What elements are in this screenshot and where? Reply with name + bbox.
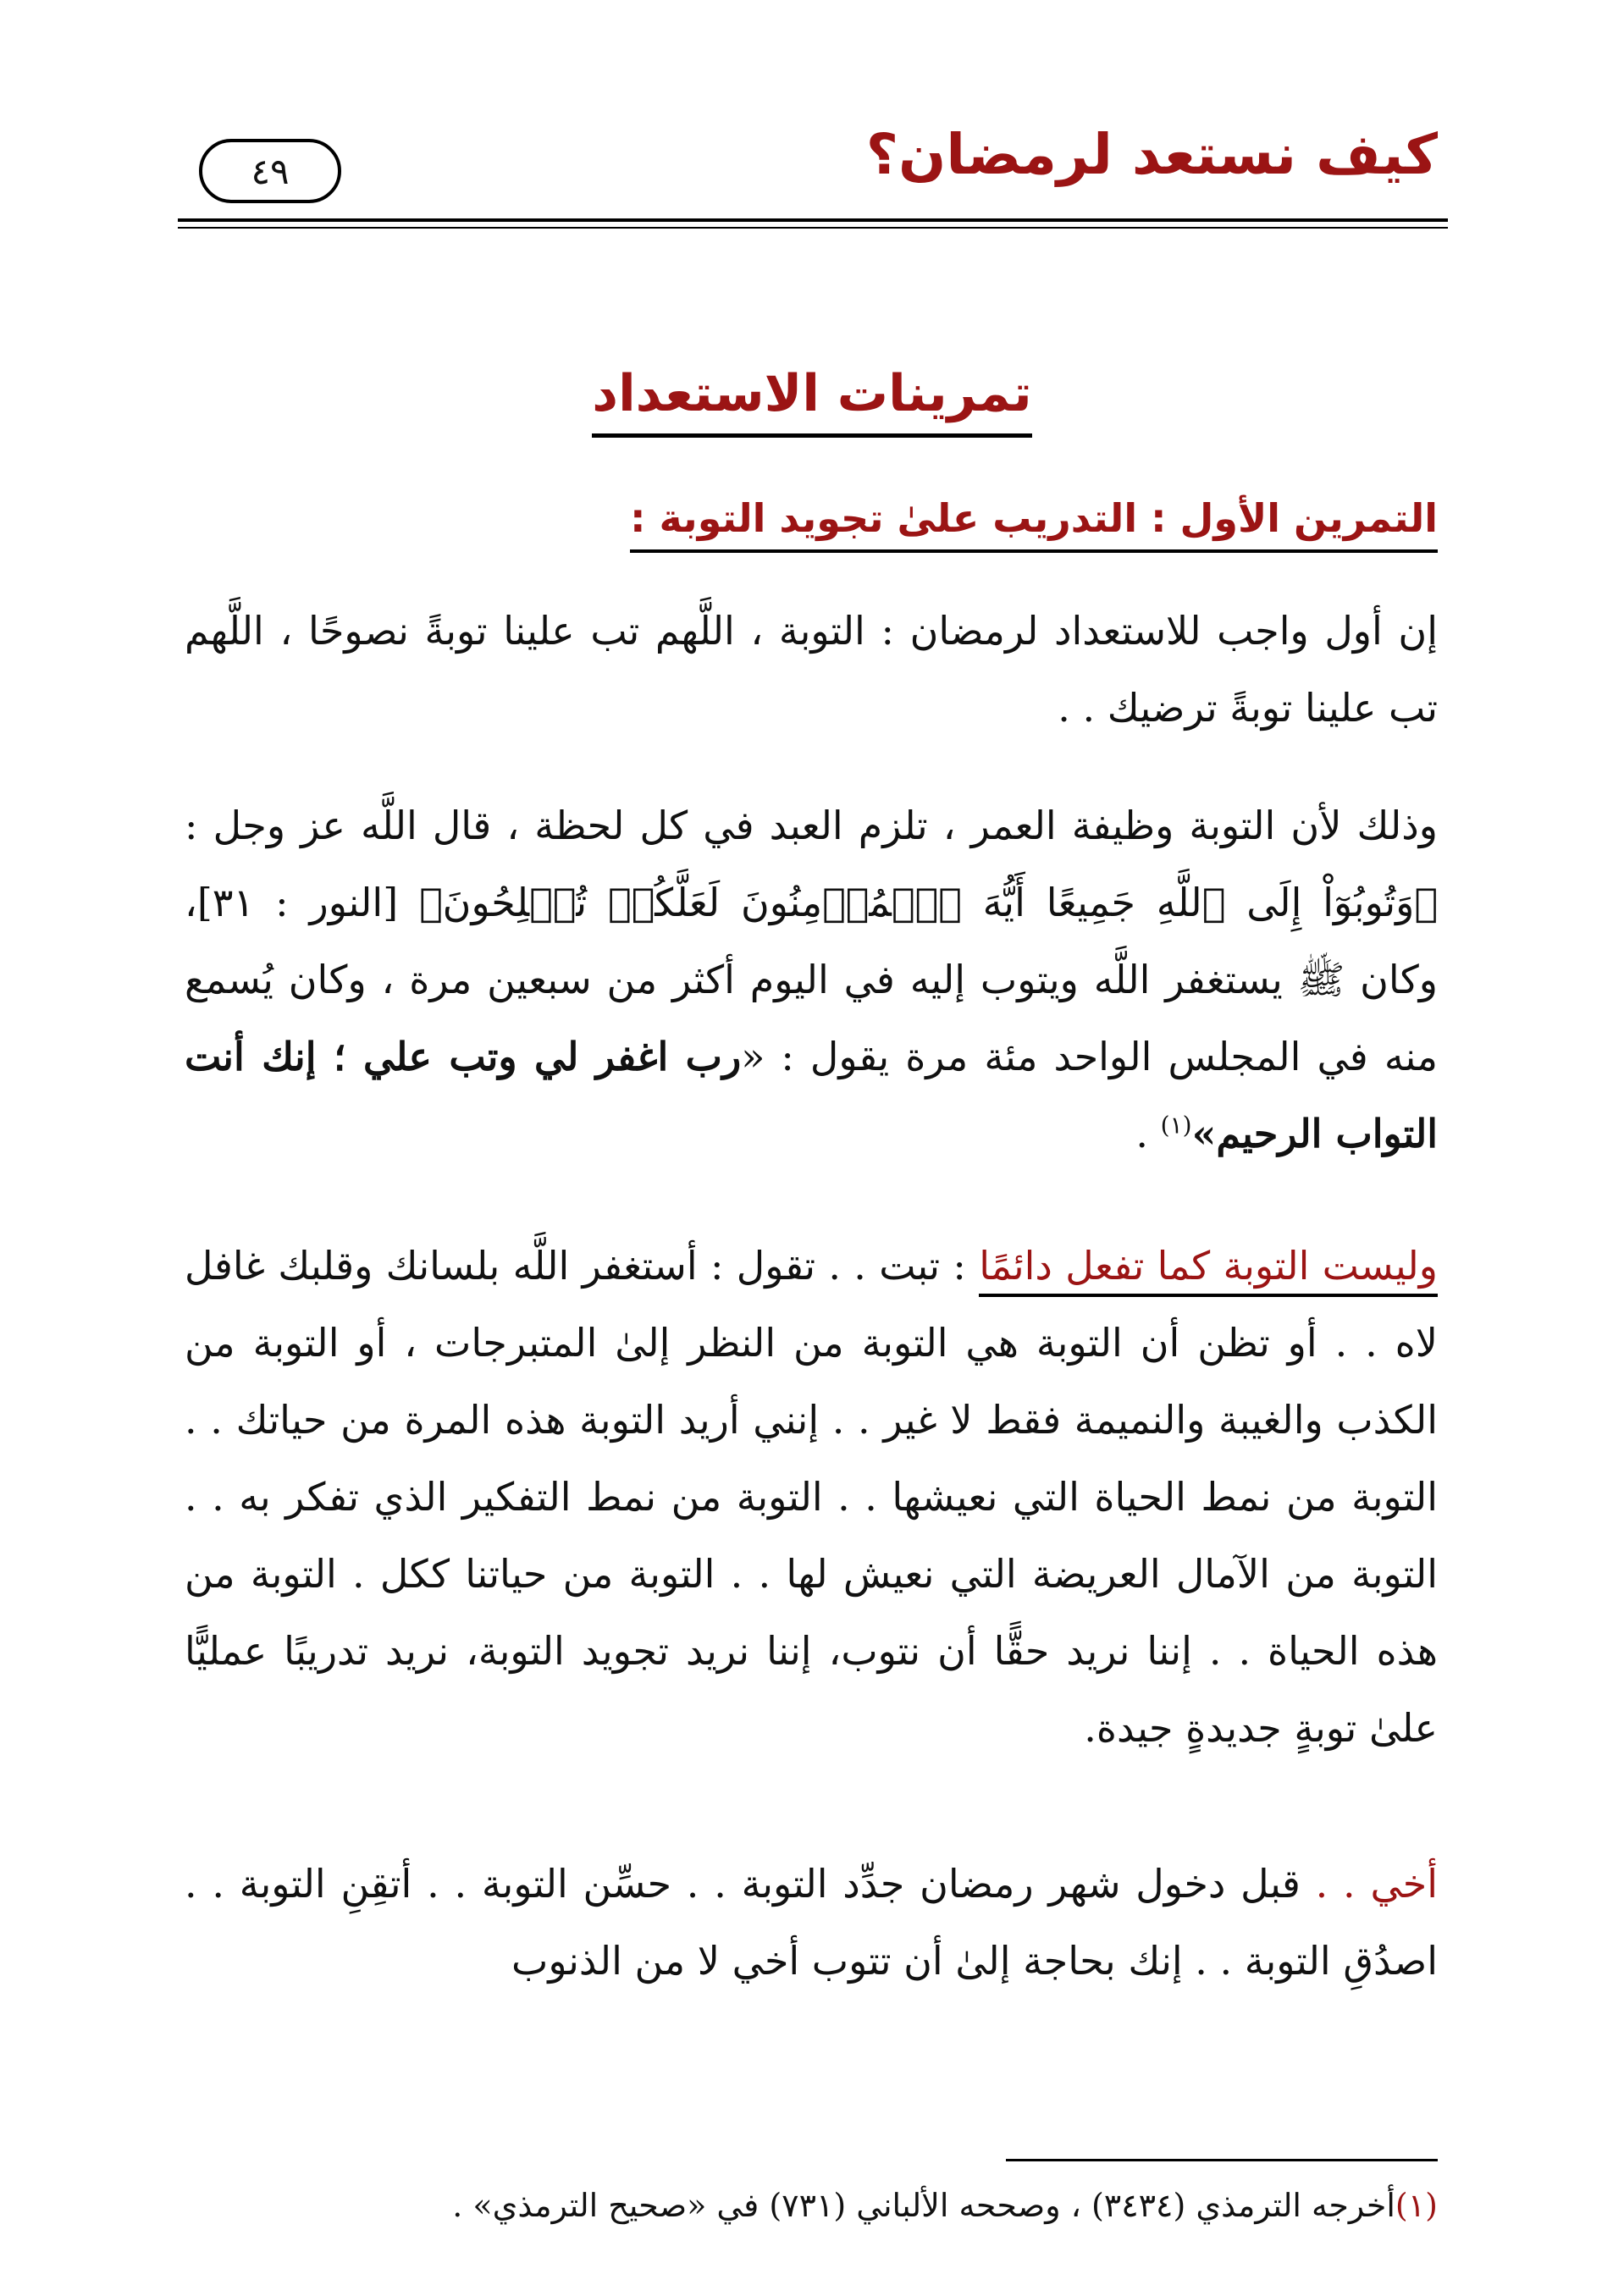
footnote-text: أخرجه الترمذي (٣٤٣٤) ، وصححه الألباني (٧٣١) في «صحيح الترمذي» .	[452, 2187, 1395, 2224]
footnote-ref: (١)	[1160, 1111, 1192, 1140]
footnote	[185, 2180, 1438, 2231]
paragraph-2-body: وكان ﷺ يستغفر اللَّه ويتوب إليه في اليوم أكثر من سبعين مرة ، وكان يُسمع منه في المجلس الواحد مئة مرة يقول : «	[185, 957, 1439, 1079]
page-number: ٤٩	[251, 150, 290, 192]
running-header-title: كيف نستعد لرمضان؟	[865, 122, 1438, 187]
paragraph-2-end: .	[1135, 1111, 1161, 1156]
exercise-heading	[630, 495, 1438, 541]
footnote-rule	[1006, 2159, 1438, 2161]
paragraph-2	[185, 787, 1438, 1173]
hadith-quote: رب اغفر لي وتب علي ؛ إنك أنت التواب الرحيم	[185, 1034, 1438, 1156]
paragraph-4-lead: أخي . .	[1315, 1861, 1438, 1907]
paragraph-4	[185, 1846, 1438, 2000]
exercise-heading-text: التمرين الأول : التدريب علىٰ تجويد التوبة :	[630, 495, 1438, 553]
paragraph-4-body: قبل دخول شهر رمضان جدِّد التوبة . . حسِّن التوبة . . أتقِنِ التوبة . . اصدُقِ التوبة . . إنك بحاجة إلىٰ أن تتوب أخي لا من الذنوب	[185, 1861, 1438, 1984]
header-rule-thick	[178, 218, 1448, 222]
hadith-close: »	[1191, 1111, 1217, 1156]
paragraph-3-lead: وليست التوبة كما تفعل دائمًا	[979, 1243, 1438, 1297]
section-title-text: تمرينات الاستعداد	[592, 364, 1031, 438]
footnote-marker: (١)	[1395, 2187, 1438, 2224]
page-number-badge	[199, 139, 341, 203]
verse-reference: [النور : ٣١]،	[185, 880, 420, 925]
paragraph-3-body: : تبت . . تقول : أستغفر اللَّه بلسانك وقلبك غافل لاه . . أو تظن أن التوبة هي التوبة من النظر إلىٰ المتبرجات ، أو التوبة من الكذب والغيبة والنميمة فقط لا غير . . إنني أريد التوبة هذه المرة من حياتك . . التوبة من نمط الحياة التي نعيشها . . التوبة من نمط التفكير الذي تفكر به . . التوبة من الآمال العريضة التي نعيش لها . . التوبة من حياتنا ككل . التوبة من هذه الحياة . . إننا نريد حقًّا أن نتوب، إننا نريد تجويد التوبة، نريد تدريبًا عمليًّا علىٰ توبةٍ جديدةٍ جيدة.	[185, 1243, 1438, 1751]
section-title	[0, 364, 1624, 423]
header-rule-thin	[178, 227, 1448, 229]
quran-verse: ﴿وَتُوبُوٓاْ إِلَى ٱللَّهِ جَمِيعًا أَيُّهَ ٱلۡمُؤۡمِنُونَ لَعَلَّكُمۡ تُفۡلِحُونَ﴾	[419, 880, 1438, 925]
paragraph-3	[185, 1228, 1438, 1767]
paragraph-1: إن أول واجب للاستعداد لرمضان : التوبة ، اللَّهم تب علينا توبةً نصوحًا ، اللَّهم تب علينا توبةً ترضيك . .	[185, 608, 1438, 731]
paragraph-2-intro: وذلك لأن التوبة وظيفة العمر ، تلزم العبد في كل لحظة ، قال اللَّه عز وجل :	[185, 803, 1438, 848]
